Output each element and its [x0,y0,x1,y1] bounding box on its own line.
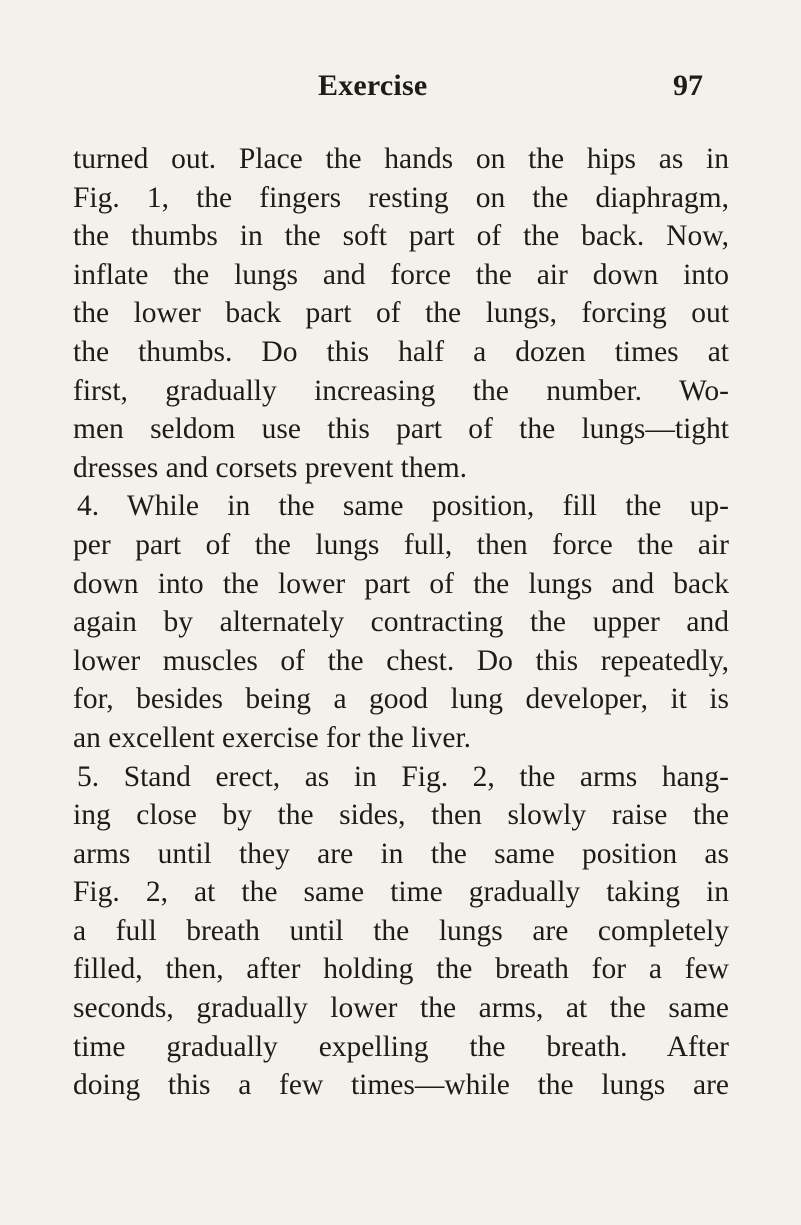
text-line: 5. Stand erect, as in Fig. 2, the arms hang- [77,760,729,793]
text-line: turned out. Place the hands on the hips as in [73,143,729,175]
page-number: 97 [673,69,703,102]
text-line: the lower back part of the lungs, forcing out [73,297,729,330]
text-line: per part of the lungs full, then force the air [73,528,729,561]
text-line: for, besides being a good lung developer, it is [73,683,729,716]
text-line: a full breath until the lungs are completely [73,914,729,947]
text-line: an excellent exercise for the liver. [73,721,472,754]
text-line: Fig. 1, the fingers resting on the diaphragm, [73,181,729,214]
text-line: seconds, gradually lower the arms, at the same [73,992,729,1025]
text-line: doing this a few times—while the lungs are [73,1069,729,1102]
text-line: ing close by the sides, then slowly raise the [73,799,729,832]
text-line: the thumbs. Do this half a dozen times at [73,335,729,368]
text-line: inflate the lungs and force the air down into [73,258,729,291]
text-line: again by alternately contracting the upper and [73,606,729,639]
text-line: Fig. 2, at the same time gradually taking in [73,876,729,909]
body-text [73,140,729,1105]
text-line: men seldom use this part of the lungs—tight [73,413,729,446]
text-line: time gradually expelling the breath. After [73,1030,729,1063]
running-title: Exercise [318,69,428,102]
text-line: lower muscles of the chest. Do this repeatedly, [73,644,729,677]
text-line: dresses and corsets prevent them. [73,451,468,484]
text-line: 4. While in the same position, fill the up- [77,490,729,523]
text-line: the thumbs in the soft part of the back. Now, [73,220,729,253]
text-line: filled, then, after holding the breath for a few [73,953,729,986]
running-head [0,66,801,106]
text-line: down into the lower part of the lungs and back [73,567,729,600]
text-line: first, gradually increasing the number. Wo- [73,374,729,407]
text-line: arms until they are in the same position as [73,837,729,870]
